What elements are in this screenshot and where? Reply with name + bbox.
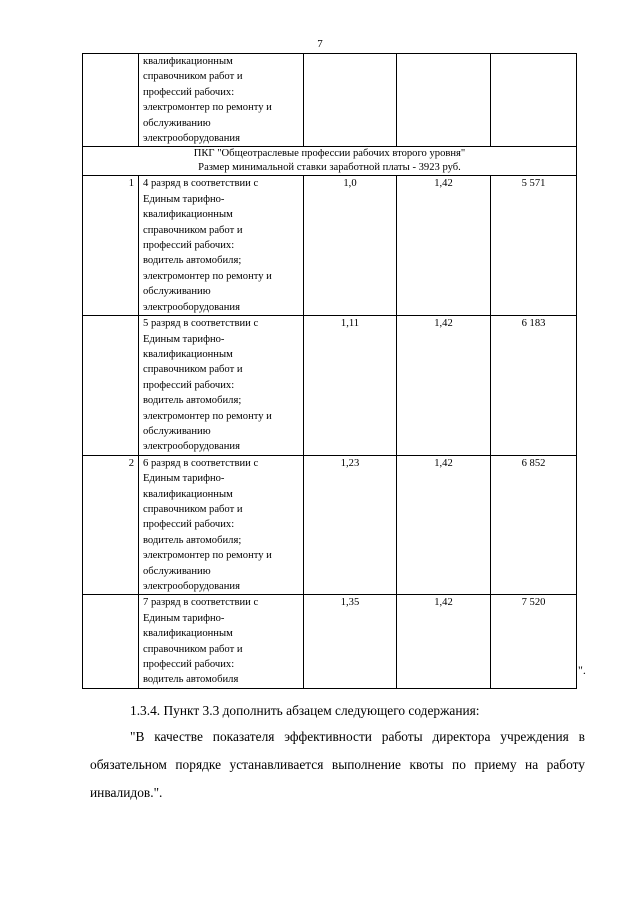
table-row (83, 455, 577, 595)
job-description: 4 разряд в соответствии с Единым тарифно- квалификационным справочником работ и профессий рабочих: водитель автомобиля; электромонтер по ремонту и обслуживанию электрооборудования (139, 176, 304, 316)
job-description: 6 разряд в соответствии с Единым тарифно- квалификационным справочником работ и профессий рабочих: водитель автомобиля; электромонтер по ремонту и обслуживанию электрооборудования (139, 455, 304, 595)
salary-cell: 5 571 (491, 176, 577, 316)
job-description: 5 разряд в соответствии с Единым тарифно- квалификационным справочником работ и профессий рабочих: водитель автомобиля; электромонтер по ремонту и обслуживанию электрооборудования (139, 316, 304, 456)
coefficient2-cell: 1,42 (397, 316, 491, 456)
job-description: 7 разряд в соответствии с Единым тарифно- квалификационным справочником работ и профессий рабочих: водитель автомобиля (139, 595, 304, 688)
group-header-row (83, 147, 577, 176)
coefficient2-cell (397, 54, 491, 147)
coefficient-cell: 1,35 (304, 595, 397, 688)
group-min-rate: Размер минимальной ставки заработной платы - 3923 руб. (198, 162, 461, 174)
row-number (83, 316, 139, 456)
page-number: 7 (317, 38, 323, 50)
coefficient-cell: 1,23 (304, 455, 397, 595)
salary-cell: 6 852 (491, 455, 577, 595)
table-row (83, 176, 577, 316)
job-description: квалификационным справочником работ и профессий рабочих: электромонтер по ремонту и обслуживанию электрооборудования (139, 54, 304, 147)
row-number: 1 (83, 176, 139, 316)
salary-cell: 7 520 (491, 595, 577, 688)
table-row (83, 316, 577, 456)
coefficient2-cell: 1,42 (397, 455, 491, 595)
group-header (83, 147, 577, 176)
coefficient-cell: 1,11 (304, 316, 397, 456)
group-title: ПКГ "Общеотраслевые профессии рабочих второго уровня" (193, 148, 466, 160)
salary-cell (491, 54, 577, 147)
row-number (83, 54, 139, 147)
table-row (83, 595, 577, 688)
wage-table (82, 53, 577, 689)
row-number: 2 (83, 455, 139, 595)
closing-quote: ". (578, 663, 586, 677)
coefficient-cell (304, 54, 397, 147)
amendment-paragraph: 1.3.4. Пункт 3.3 дополнить абзацем следующего содержания: (130, 703, 480, 718)
table-row-continued (83, 54, 577, 147)
coefficient2-cell: 1,42 (397, 176, 491, 316)
coefficient2-cell: 1,42 (397, 595, 491, 688)
quoted-paragraph: "В качестве показателя эффективности работы директора учреждения в обязательном порядке устанавливается выполнение квоты по приему на работу инвалидов.". (90, 729, 585, 800)
salary-cell: 6 183 (491, 316, 577, 456)
row-number (83, 595, 139, 688)
coefficient-cell: 1,0 (304, 176, 397, 316)
